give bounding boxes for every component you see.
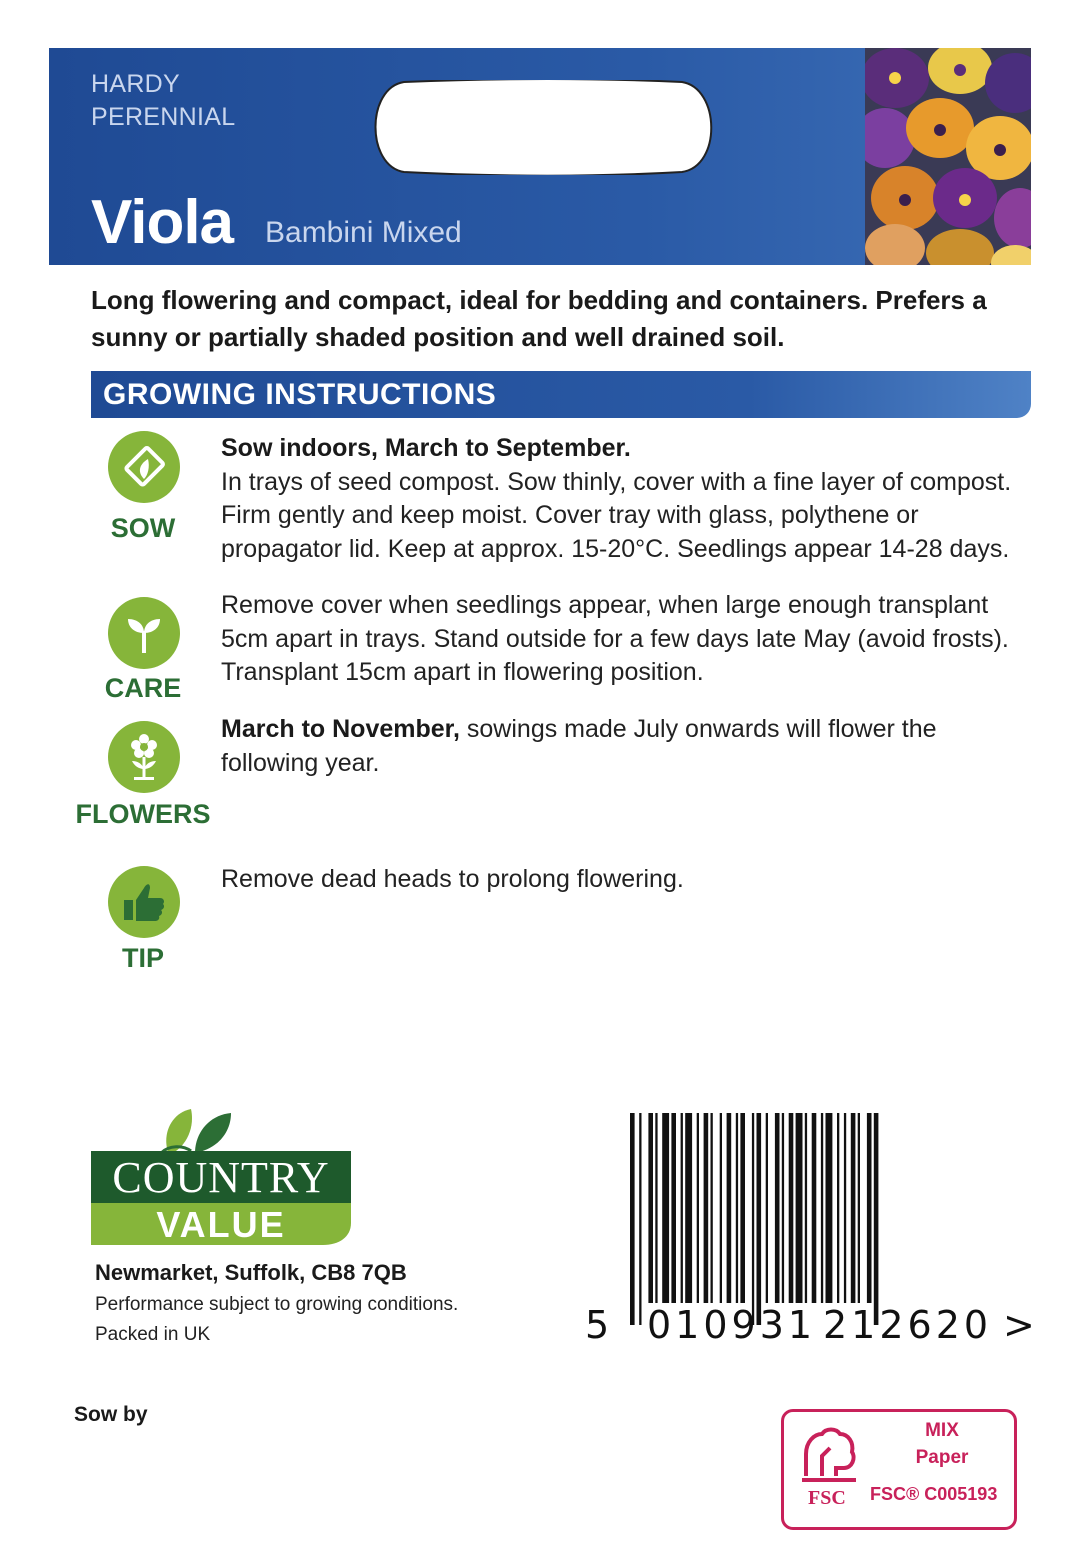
fsc-paper: Paper <box>915 1447 969 1468</box>
fsc-badge <box>781 1409 1017 1530</box>
barcode-group2: 212620 <box>823 1303 993 1347</box>
flower-photo <box>865 48 1031 265</box>
barcode-first-digit: 5 <box>585 1303 610 1347</box>
blank-label-window <box>364 80 722 175</box>
step-label-flowers: FLOWERS <box>75 799 211 829</box>
plant-title: Viola <box>91 188 234 257</box>
section-title: GROWING INSTRUCTIONS <box>103 378 497 411</box>
seed-packet-icon <box>108 431 180 503</box>
plant-type-line1: HARDY <box>91 70 181 98</box>
seedling-icon <box>108 597 180 669</box>
barcode-group1: 010931 <box>647 1303 817 1347</box>
plant-type-line2: PERENNIAL <box>91 103 236 131</box>
plant-variety: Bambini Mixed <box>265 216 462 249</box>
step-text-sow <box>221 432 1021 566</box>
step-body-sow: In trays of seed compost. Sow thinly, cover with a fine layer of compost. Firm gently and keep moist. Cover tray with glass, polythene or propagator lid. Keep at approx. 15-20°C. Seedlings appear 14-28 days. <box>221 467 1012 563</box>
intro-text: Long flowering and compact, ideal for bedding and containers. Prefers a sunny or partially shaded position and well drained soil. <box>91 285 987 352</box>
sow-by-label: Sow by <box>74 1403 148 1426</box>
step-heading-sow: Sow indoors, March to September. <box>221 434 631 462</box>
thumbs-up-icon <box>108 866 180 938</box>
barcode-end-marker: > <box>1003 1303 1035 1347</box>
fsc-wordmark: FSC <box>808 1487 846 1509</box>
step-text-tip: Remove dead heads to prolong flowering. <box>221 865 684 893</box>
country-value-logo <box>91 1105 353 1248</box>
step-label-sow: SOW <box>110 513 176 543</box>
step-label-care: CARE <box>104 673 182 703</box>
barcode <box>628 1113 1004 1325</box>
step-label-tip: TIP <box>121 943 164 973</box>
flower-icon <box>108 721 180 793</box>
fsc-tree-icon <box>798 1424 860 1486</box>
step-text-flowers <box>221 713 1021 780</box>
performance-note: Performance subject to growing conditions. <box>95 1294 459 1315</box>
step-text-care: Remove cover when seedlings appear, when large enough transplant 5cm apart in trays. Stand outside for a few days late May (avoid frosts). Transplant 15cm apart in flowering position. <box>221 591 1009 686</box>
logo-country: COUNTRY <box>112 1153 330 1202</box>
plant-type <box>91 68 235 134</box>
section-bar <box>91 371 1031 418</box>
packed-note: Packed in UK <box>95 1324 211 1345</box>
fsc-license-code: FSC® C005193 <box>870 1484 998 1504</box>
step-heading-flowers: March to November, <box>221 715 460 743</box>
header-band <box>49 48 1031 265</box>
logo-value: VALUE <box>156 1204 286 1245</box>
step-body-flowers: sowings made July onwards will flower the following year. <box>221 715 937 777</box>
fsc-mix: MIX <box>925 1420 959 1441</box>
company-address: Newmarket, Suffolk, CB8 7QB <box>95 1260 407 1285</box>
